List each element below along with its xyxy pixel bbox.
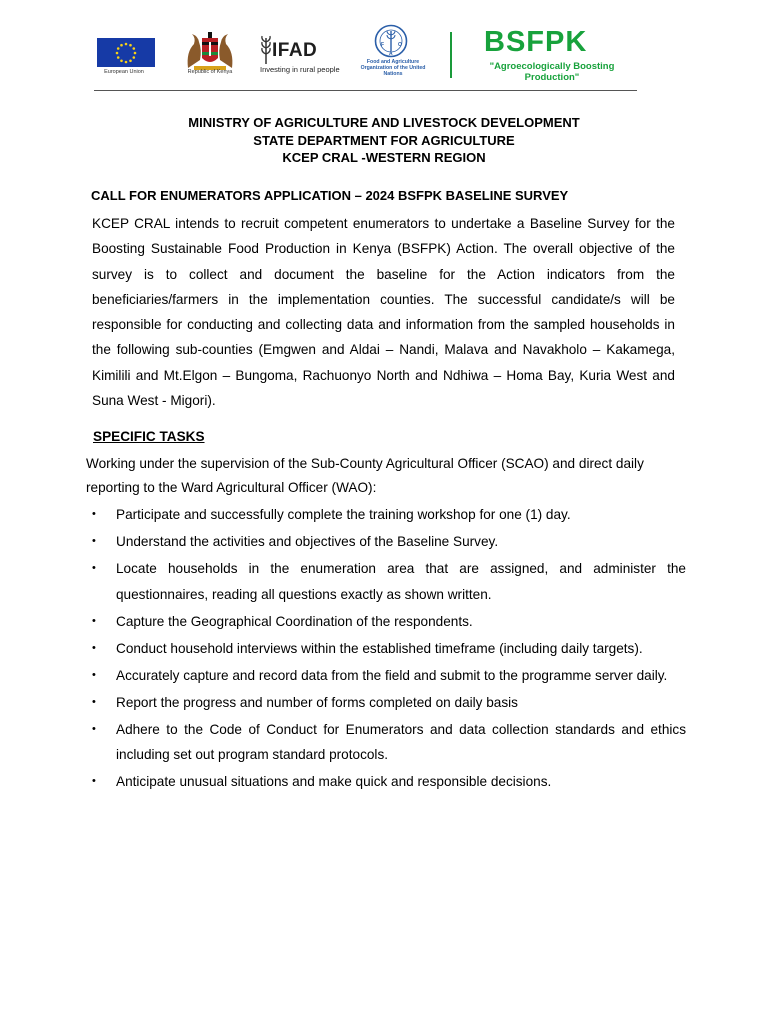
- task-text: Accurately capture and record data from the field and submit to the programme server daily.: [116, 667, 668, 683]
- bsfpk-tagline: "Agroecologically Boosting Production": [489, 61, 615, 83]
- fao-caption: Food and Agriculture Organization of the United Nations: [360, 59, 426, 77]
- specific-tasks-lead: Working under the supervision of the Sub-County Agricultural Officer (SCAO) and direct daily reporting to the Ward Agricultural Officer (WAO):: [86, 456, 644, 495]
- bullet-icon: •: [92, 508, 96, 520]
- task-list: [92, 502, 686, 796]
- task-text: Report the progress and number of forms completed on daily basis: [116, 694, 518, 710]
- header-rule: [94, 90, 637, 91]
- kenya-caption: Republic of Kenya: [187, 69, 233, 75]
- task-text: Capture the Geographical Coordination of the respondents.: [116, 613, 473, 629]
- eu-flag-logo: [96, 37, 156, 69]
- ifad-wordmark: IFAD: [272, 40, 318, 61]
- list-item: [92, 690, 686, 716]
- svg-text:F: F: [381, 42, 385, 48]
- list-item: [92, 556, 686, 607]
- department-title: STATE DEPARTMENT FOR AGRICULTURE: [253, 132, 515, 148]
- bullet-icon: •: [92, 722, 96, 735]
- document-heading: [0, 114, 768, 167]
- intro-paragraph: KCEP CRAL intends to recruit competent enumerators to undertake a Baseline Survey for the Boosting Sustainable Food Production in Kenya (BSFPK) Action. The overall objective of the survey is to collect and document the baseline for the Action indicators from the beneficiaries/farmers in the implementation counties. The successful candidate/s will be responsible for conducting and collecting data and information from the sampled households in the following sub-counties (Emgwen and Aldai – Nandi, Malava and Navakholo – Kakamega, Kimilili and Mt.Elgon – Bungoma, Rachuonyo North and Ndhiwa – Homa Bay, Kuria West and Suna West - Migori).: [92, 216, 675, 409]
- task-text: Locate households in the enumeration area that are assigned, and administer the questionnaires, reading all questions exactly as shown written.: [116, 561, 686, 602]
- svg-text:A: A: [389, 51, 393, 57]
- list-item: [92, 769, 686, 795]
- bullet-icon: •: [92, 668, 96, 681]
- partner-logos: [92, 22, 638, 84]
- bsfpk-logo: [472, 28, 632, 84]
- bullet-icon: •: [92, 562, 96, 574]
- ministry-title: MINISTRY OF AGRICULTURE AND LIVESTOCK DEVELOPMENT: [188, 115, 580, 130]
- list-item: [92, 717, 686, 768]
- task-text: Participate and successfully complete the training workshop for one (1) day.: [116, 507, 571, 522]
- list-item: [92, 636, 686, 662]
- fao-logo: [360, 24, 426, 84]
- task-text: Anticipate unusual situations and make quick and responsible decisions.: [116, 774, 552, 789]
- task-text: Understand the activities and objectives of the Baseline Survey.: [116, 534, 499, 549]
- task-text: Conduct household interviews within the established timeframe (including daily targets).: [116, 640, 643, 656]
- bullet-icon: •: [92, 535, 96, 547]
- bsfpk-wordmark: BSFPK: [484, 26, 588, 58]
- list-item: [92, 609, 686, 635]
- bullet-icon: •: [92, 695, 96, 708]
- bullet-icon: •: [92, 775, 96, 787]
- eu-caption: European Union: [104, 69, 144, 75]
- bullet-icon: •: [92, 614, 96, 627]
- region-title: KCEP CRAL -WESTERN REGION: [282, 150, 486, 165]
- ifad-logo: [258, 32, 350, 76]
- kenya-coat-of-arms-logo: [182, 30, 238, 74]
- task-text: Adhere to the Code of Conduct for Enumerators and data collection standards and ethics including set out program standard protocols.: [116, 721, 686, 762]
- bullet-icon: •: [92, 641, 96, 654]
- specific-tasks-heading: SPECIFIC TASKS: [93, 429, 205, 444]
- svg-text:O: O: [398, 42, 402, 48]
- ifad-tagline: Investing in rural people: [260, 65, 340, 74]
- ifad-wheat-icon: [260, 34, 272, 64]
- bsfpk-divider: [450, 32, 452, 78]
- list-item: [92, 529, 686, 555]
- call-title: CALL FOR ENUMERATORS APPLICATION – 2024 BSFPK BASELINE SURVEY: [91, 188, 569, 203]
- list-item: [92, 663, 686, 689]
- list-item: [92, 502, 686, 528]
- fao-emblem-icon: [374, 24, 408, 58]
